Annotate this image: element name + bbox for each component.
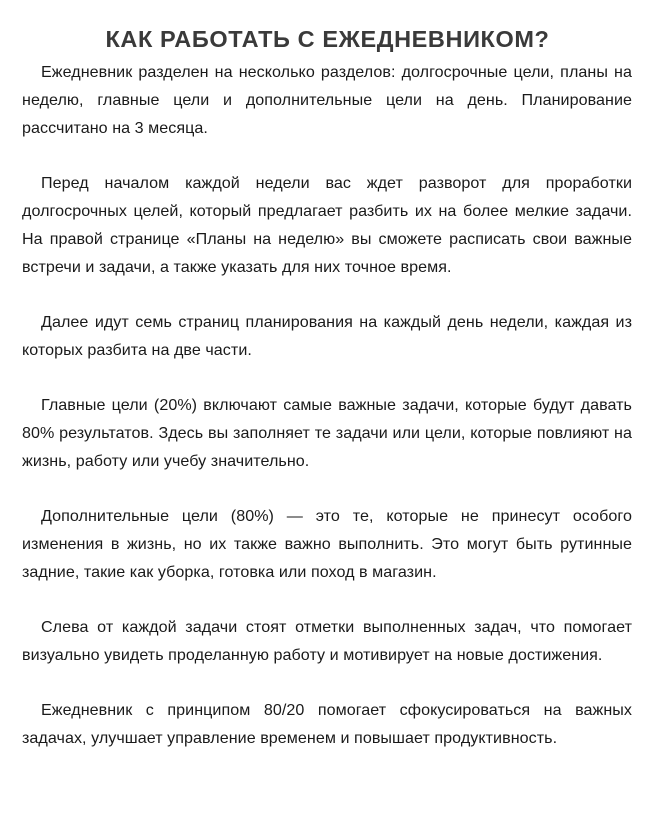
paragraph: Ежедневник с принципом 80/20 помогает сфокусироваться на важных задачах, улучшает управление временем и повышает продуктивность. — [22, 701, 632, 747]
paragraph: Слева от каждой задачи стоят отметки выполненных задач, что помогает визуально увидеть проделанную работу и мотивирует на новые достижения. — [22, 618, 632, 664]
paragraph: Дополнительные цели (80%) — это те, которые не принесут особого изменения в жизнь, но их также важно выполнить. Это могут быть рутинные задние, такие как уборка, готовка или поход в магазин. — [22, 507, 632, 581]
document-body — [22, 58, 632, 752]
page-title: КАК РАБОТАТЬ С ЕЖЕДНЕВНИКОМ? — [105, 25, 550, 52]
paragraph: Главные цели (20%) включают самые важные задачи, которые будут давать 80% результатов. Здесь вы заполняет те задачи или цели, которые повлияют на жизнь, работу или учебу значительно. — [22, 396, 632, 470]
paragraph: Ежедневник разделен на несколько разделов: долгосрочные цели, планы на неделю, главные цели и дополнительные цели на день. Планирование рассчитано на 3 месяца. — [22, 63, 632, 137]
paragraph: Перед началом каждой недели вас ждет разворот для проработки долгосрочных целей, который предлагает разбить их на более мелкие задачи. На правой странице «Планы на неделю» вы сможете расписать свои важные встречи и задачи, а также указать для них точное время. — [22, 174, 632, 276]
paragraph: Далее идут семь страниц планирования на каждый день недели, каждая из которых разбита на две части. — [22, 313, 632, 359]
